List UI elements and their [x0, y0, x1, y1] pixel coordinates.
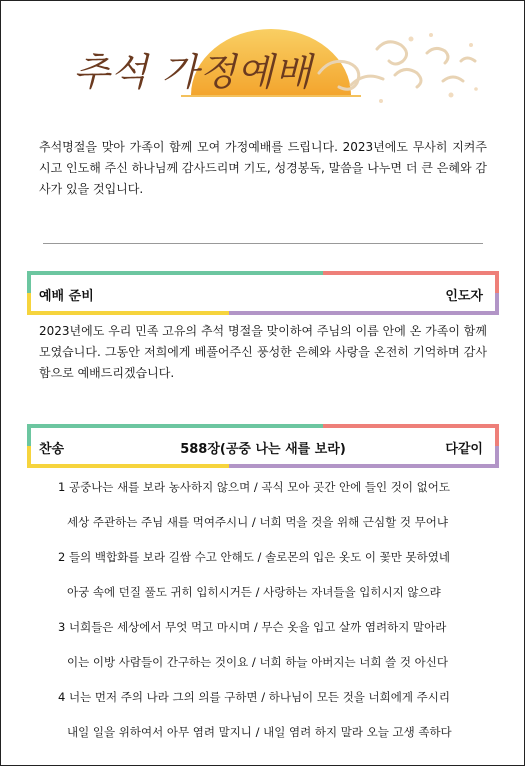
divider [43, 243, 483, 244]
lyric-line: 이는 이방 사람들이 간구하는 것이요 / 너희 하늘 아버지는 너희 쓸 것 아신다 [67, 655, 449, 669]
lyric-line: 세상 주관하는 주님 새를 먹여주시니 / 너희 먹을 것을 위해 근심할 것 무어냐 [67, 515, 449, 529]
lyric-line: 내일 일을 위하여서 아무 염려 말지니 / 내일 염려 하지 말라 오늘 고생 족하다 [67, 725, 452, 739]
hymn-section-header [27, 424, 499, 468]
prep-section-label: 예배 준비 [39, 289, 94, 304]
prep-paragraph: 2023년에도 우리 민족 고유의 추석 명절을 맞이하여 주님의 이름 안에 온 가족이 함께 모였습니다. 그동안 저희에게 베풀어주신 풍성한 은혜와 사랑을 온전히 기억하며 감사함으로 예배드리겠습니다. [39, 324, 487, 380]
lyric-line: 아궁 속에 던질 풀도 귀히 입히시거든 / 사랑하는 자녀들을 입히시지 않으랴 [67, 585, 441, 599]
hymn-section-leader: 다같이 [445, 442, 483, 457]
prep-section-header [27, 271, 499, 315]
banner [51, 15, 491, 111]
lyric-line: 4 너는 먼저 주의 나라 그의 의를 구하면 / 하나님이 모든 것을 너희에게 주시리 [58, 690, 450, 704]
hymn-title: 588장(공중 나는 새를 보라) [180, 442, 346, 457]
hymn-section-label: 찬송 [39, 442, 65, 457]
prep-section-leader: 인도자 [445, 289, 483, 304]
banner-title: 추석 가정예배 [73, 50, 313, 94]
lyric-line: 1 공중나는 새를 보라 농사하지 않으며 / 곡식 모아 곳간 안에 들인 것이 없어도 [58, 480, 450, 494]
lyric-line: 2 들의 백합화를 보라 길쌈 수고 안해도 / 솔로몬의 입은 옷도 이 꽃만 못하였네 [58, 550, 450, 564]
lyric-line: 3 너희들은 세상에서 무엇 먹고 마시며 / 무슨 옷을 입고 살까 염려하지 말아라 [58, 620, 447, 634]
intro-paragraph: 추석명절을 맞아 가족이 함께 모여 가정예배를 드립니다. 2023년에도 무사히 지켜주시고 인도해 주신 하나님께 감사드리며 기도, 성경봉독, 말씀을 나누면 더 큰 은혜와 감사가 있을 것입니다. [39, 140, 487, 196]
